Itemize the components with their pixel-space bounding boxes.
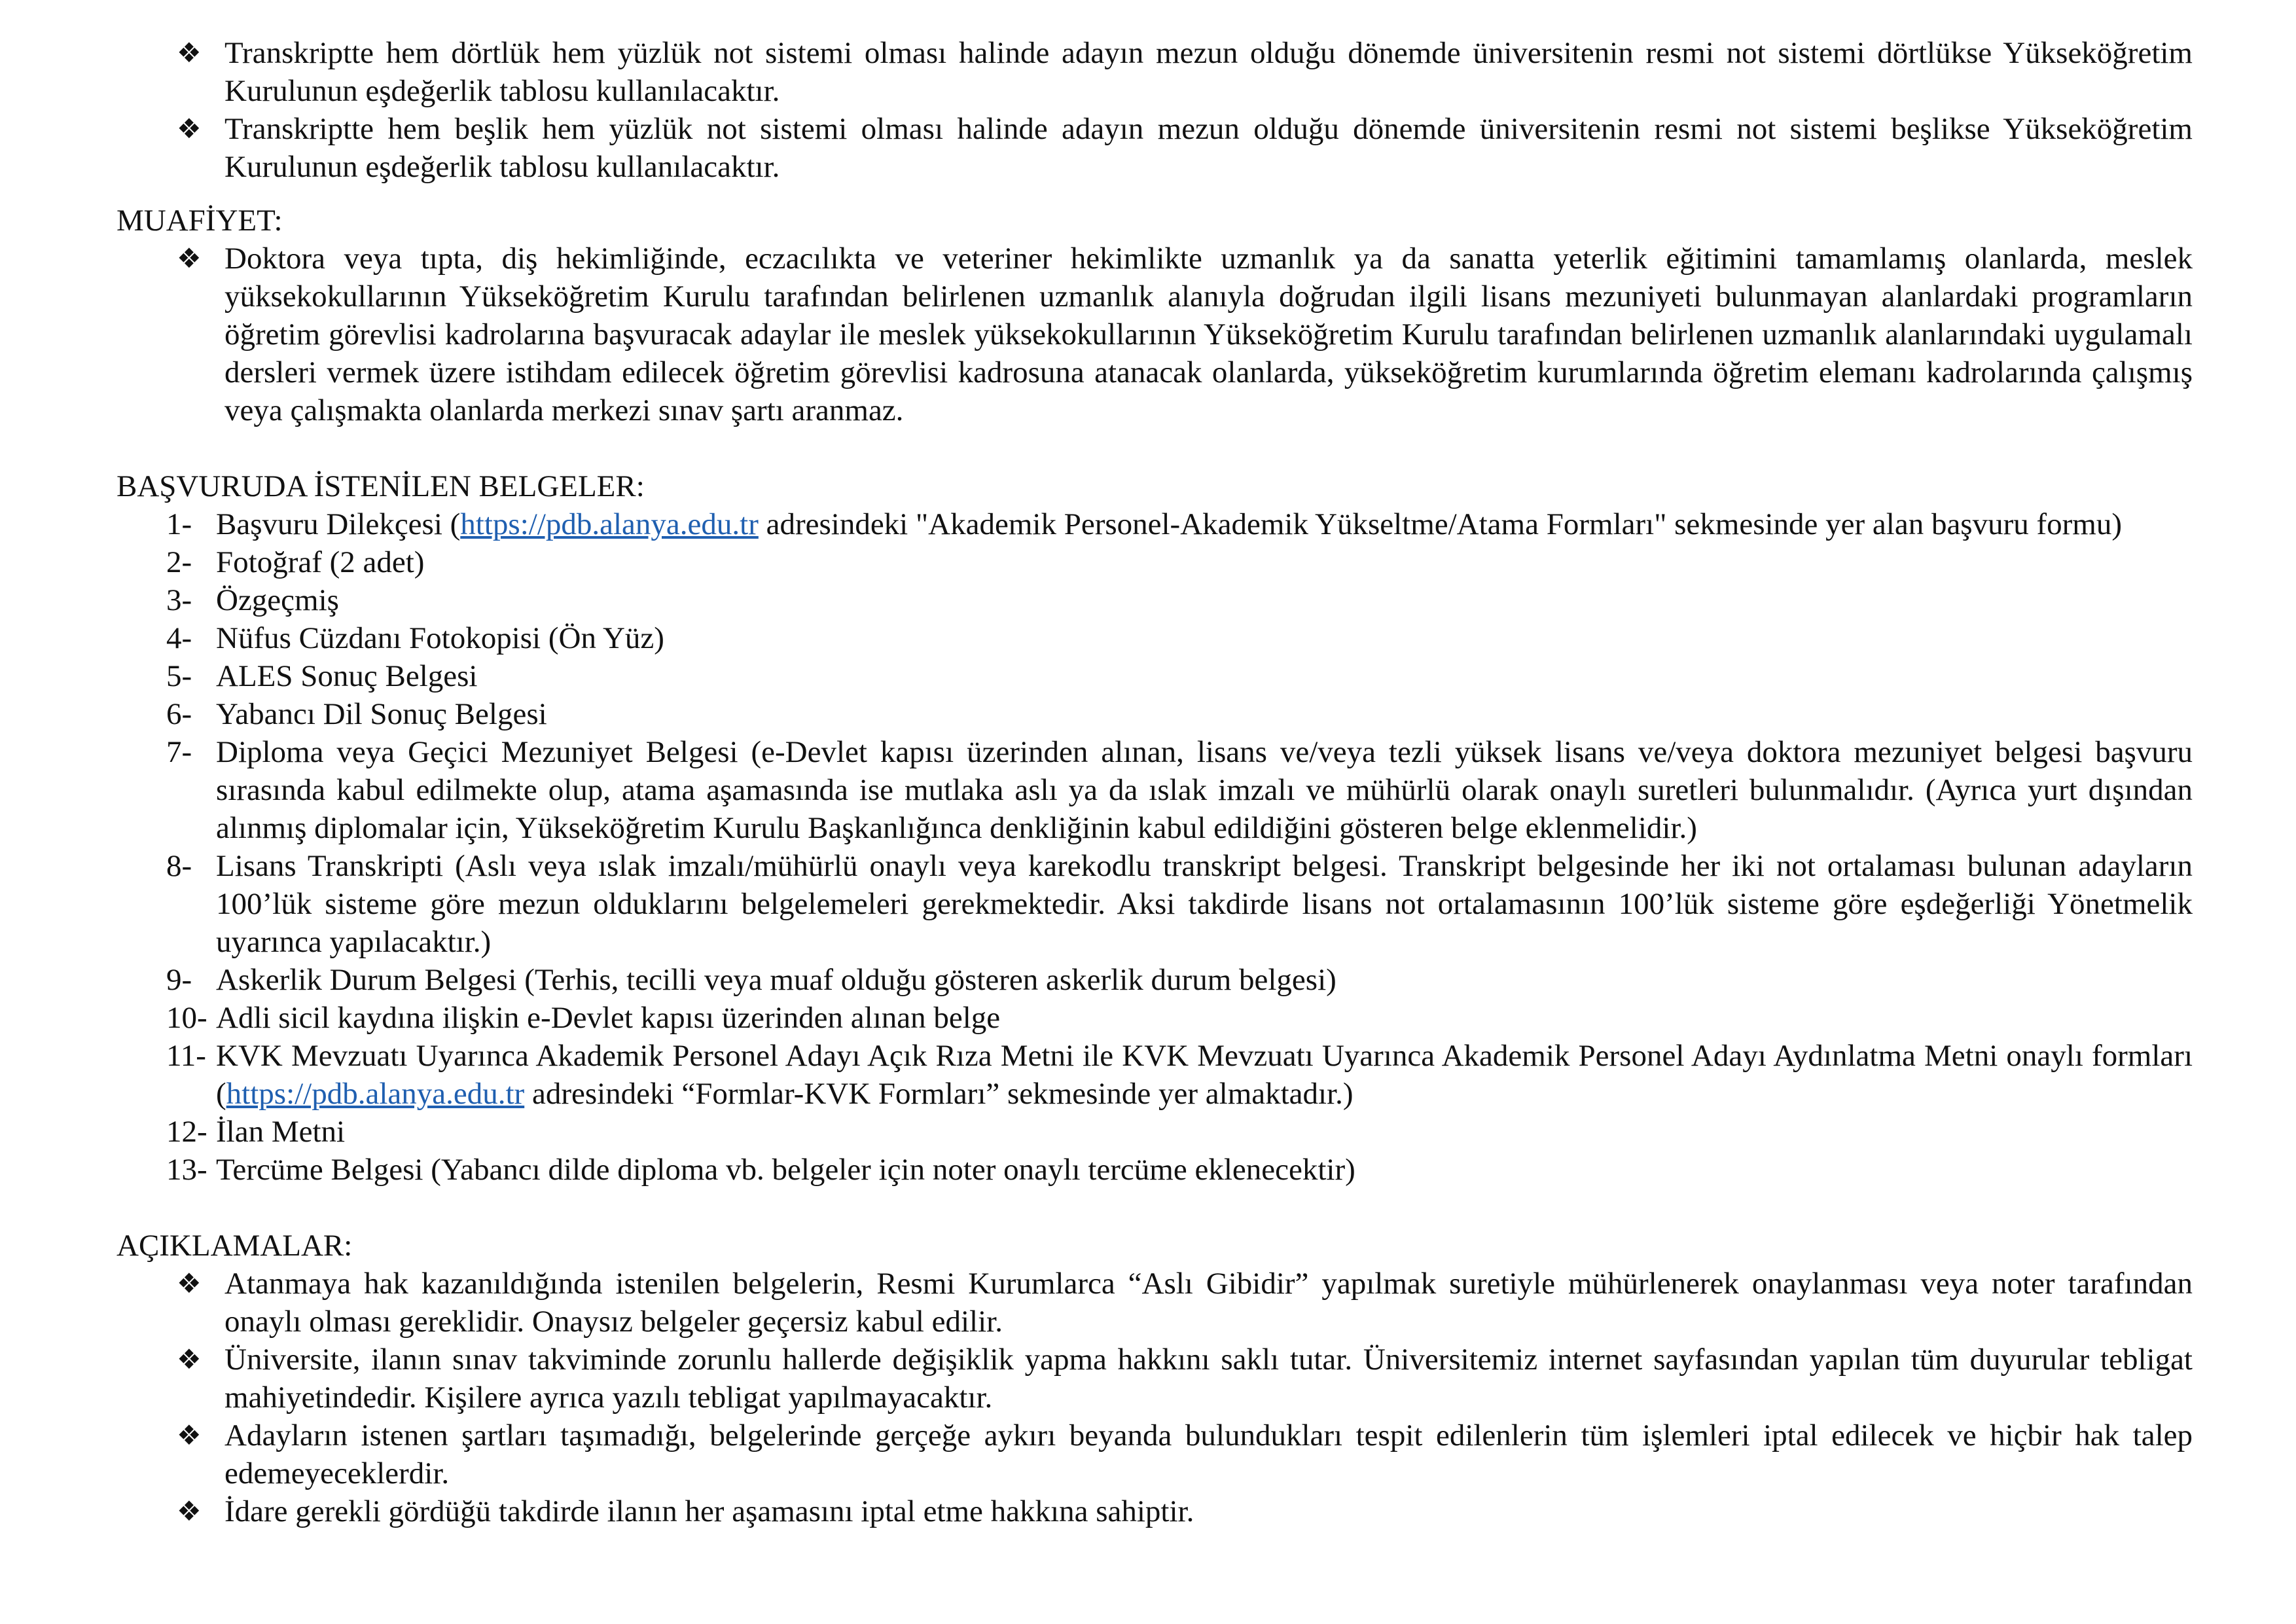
- diamond-bullet-icon: ❖: [177, 113, 202, 145]
- item-number: 13-: [166, 1153, 207, 1187]
- list-item: [117, 1341, 2193, 1416]
- list-item: [117, 1265, 2193, 1341]
- item-number: 11-: [166, 1039, 206, 1073]
- explanations-heading: AÇIKLAMALAR:: [117, 1229, 353, 1263]
- diamond-bullet-icon: ❖: [177, 1495, 202, 1527]
- item-number: 4-: [166, 621, 192, 655]
- bullet-text: Doktora veya tıpta, diş hekimliğinde, eczacılıkta ve veteriner hekimlikte uzmanlık ya da sanatta yeterlik eğitimini tamamlamış olanlarda, meslek yüksekokullarının Yükseköğretim Kurulu tarafından belirlenen uzmanlık alanıyla doğrudan ilgili lisans mezuniyeti bulunmayan alanlardaki programların öğretim görevlisi kadrolarına başvuracak adaylar ile meslek yüksekokullarının Yükseköğretim Kurulu tarafından belirlenen uzmanlık alanlarındaki uygulamalı dersleri vermek üzere istihdam edilecek öğretim görevlisi kadrosuna atanacak olanlarda, yükseköğretim kurumlarında öğretim elemanı kadrolarında çalışmış veya çalışmakta olanlarda merkezi sınav şartı aranmaz.: [224, 242, 2193, 427]
- bullet-text: Üniversite, ilanın sınav takviminde zorunlu hallerde değişiklik yapma hakkını saklı tutar. Üniversitemiz internet sayfasından yapılan tüm duyurular tebligat mahiyetindedir. Kişilere ayrıca yazılı tebligat yapılmayacaktır.: [224, 1343, 2193, 1415]
- documents-list: [117, 505, 2193, 1189]
- explanations-bullet-list: [117, 1265, 2193, 1530]
- document-item-8: [117, 847, 2193, 961]
- item-text: Lisans Transkripti (Aslı veya ıslak imzalı/mühürlü onaylı veya karekodlu transkript belgesi. Transkript belgesinde her iki not ortalaması bulunan adayların 100’lük sisteme göre mezun olduklarını belgelemeleri gerekmektedir. Aksi takdirde lisans not ortalamasının 100’lük sisteme göre eşdeğerliği Yönetmelik uyarınca yapılacaktır.): [216, 849, 2193, 959]
- item-number: 10-: [166, 1001, 207, 1035]
- top-bullet-list: [117, 34, 2193, 186]
- item-text: Fotoğraf (2 adet): [216, 545, 425, 579]
- documents-heading: BAŞVURUDA İSTENİLEN BELGELER:: [117, 469, 645, 503]
- document-item-13: [117, 1151, 2193, 1189]
- item-number: 12-: [166, 1115, 207, 1149]
- item-text: Başvuru Dilekçesi (: [216, 507, 461, 541]
- item-number: 6-: [166, 697, 192, 731]
- document-item-1: [117, 505, 2193, 543]
- document-item-11: [117, 1037, 2193, 1113]
- list-item: [117, 1416, 2193, 1492]
- announcement-page: [117, 34, 2193, 1530]
- bullet-text: İdare gerekli gördüğü takdirde ilanın her aşamasını iptal etme hakkına sahiptir.: [224, 1494, 1194, 1528]
- exemption-bullet-list: [117, 240, 2193, 429]
- document-item-12: [117, 1113, 2193, 1151]
- bullet-text: Transkriptte hem dörtlük hem yüzlük not sistemi olması halinde adayın mezun olduğu dönemde üniversitenin resmi not sistemi dörtlükse Yükseköğretim Kurulunun eşdeğerlik tablosu kullanılacaktır.: [224, 36, 2193, 108]
- document-item-2: [117, 543, 2193, 581]
- item-text: Nüfus Cüzdanı Fotokopisi (Ön Yüz): [216, 621, 664, 655]
- bullet-text: Transkriptte hem beşlik hem yüzlük not sistemi olması halinde adayın mezun olduğu dönemde üniversitenin resmi not sistemi beşlikse Yükseköğretim Kurulunun eşdeğerlik tablosu kullanılacaktır.: [224, 112, 2193, 184]
- item-text: ALES Sonuç Belgesi: [216, 659, 478, 693]
- diamond-bullet-icon: ❖: [177, 37, 202, 69]
- item-text: Adli sicil kaydına ilişkin e-Devlet kapısı üzerinden alınan belge: [216, 1001, 1001, 1035]
- bullet-text: Adayların istenen şartları taşımadığı, belgelerinde gerçeğe aykırı beyanda bulundukları tespit edilenlerin tüm işlemleri iptal edilecek ve hiçbir hak talep edemeyeceklerdir.: [224, 1418, 2193, 1490]
- diamond-bullet-icon: ❖: [177, 1419, 202, 1451]
- item-number: 2-: [166, 545, 192, 579]
- document-item-9: [117, 961, 2193, 999]
- item-number: 5-: [166, 659, 192, 693]
- item-text: Tercüme Belgesi (Yabancı dilde diploma vb. belgeler için noter onaylı tercüme eklenecektir): [216, 1153, 1355, 1187]
- item-text: İlan Metni: [216, 1115, 346, 1149]
- item-number: 7-: [166, 735, 192, 769]
- diamond-bullet-icon: ❖: [177, 242, 202, 274]
- item-number: 8-: [166, 849, 192, 883]
- pdb-link[interactable]: https://pdb.alanya.edu.tr: [226, 1077, 525, 1111]
- list-item: [117, 240, 2193, 429]
- item-text: Askerlik Durum Belgesi (Terhis, tecilli veya muaf olduğu gösteren askerlik durum belgesi): [216, 963, 1336, 997]
- pdb-link[interactable]: https://pdb.alanya.edu.tr: [460, 507, 759, 541]
- exemption-heading: MUAFİYET:: [117, 204, 283, 238]
- document-item-5: [117, 657, 2193, 695]
- item-number: 9-: [166, 963, 192, 997]
- document-item-4: [117, 619, 2193, 657]
- document-item-6: [117, 695, 2193, 733]
- diamond-bullet-icon: ❖: [177, 1267, 202, 1299]
- diamond-bullet-icon: ❖: [177, 1343, 202, 1375]
- item-number: 3-: [166, 583, 192, 617]
- document-item-10: [117, 999, 2193, 1037]
- item-text: adresindeki "Akademik Personel-Akademik Yükseltme/Atama Formları" sekmesinde yer alan başvuru formu): [758, 507, 2123, 541]
- item-text: Diploma veya Geçici Mezuniyet Belgesi (e-Devlet kapısı üzerinden alınan, lisans ve/veya tezli yüksek lisans ve/veya doktora mezuniyet belgesi başvuru sırasında kabul edilmekte olup, atama aşamasında ise mutlaka aslı ya da ıslak imzalı ve mühürlü olarak onaylı suretleri bulunmalıdır. (Ayrıca yurt dışından alınmış diplomalar için, Yükseköğretim Kurulu Başkanlığınca denkliğinin kabul edildiğini gösteren belge eklenmelidir.): [216, 735, 2193, 845]
- item-text: Özgeçmiş: [216, 583, 339, 617]
- document-item-3: [117, 581, 2193, 619]
- item-text: KVK Mevzuatı Uyarınca Akademik Personel Adayı Açık Rıza Metni ile KVK Mevzuatı Uyarınca Akademik Personel Adayı Aydınlatma Metni onaylı formları (: [216, 1039, 2193, 1111]
- bullet-text: Atanmaya hak kazanıldığında istenilen belgelerin, Resmi Kurumlarca “Aslı Gibidir” yapılmak suretiyle mühürlenerek onaylanması veya noter tarafından onaylı olması gereklidir. Onaysız belgeler geçersiz kabul edilir.: [224, 1267, 2193, 1339]
- list-item: [117, 34, 2193, 110]
- item-number: 1-: [166, 507, 192, 541]
- item-text: Yabancı Dil Sonuç Belgesi: [216, 697, 547, 731]
- list-item: [117, 110, 2193, 186]
- item-text: adresindeki “Formlar-KVK Formları” sekmesinde yer almaktadır.): [524, 1077, 1354, 1111]
- document-item-7: [117, 733, 2193, 847]
- list-item: [117, 1492, 2193, 1530]
